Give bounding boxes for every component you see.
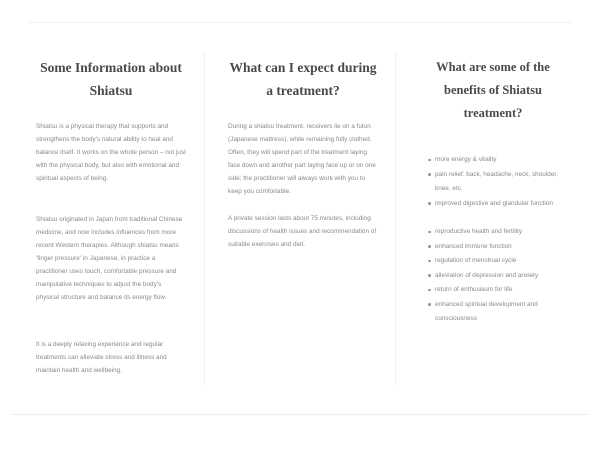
expect-paragraph-1: During a shiatsu treatment, receivers lie on a futon (Japanese mattress), while remaining fully clothed. Often, they will spend part of the treatment laying face down and another part laying face up or on one side; the practitioner will always work with you to keep you comfortable. [228,123,376,195]
benefits-list-2 [418,225,568,327]
info-heading: Some Information about Shiatsu [40,60,182,98]
benefits-list-1 [418,153,568,211]
list-item: enhanced immune function [428,240,568,255]
list-item: return of enthusiasm for life [428,283,568,298]
list-item: improved digestive and glandular function [428,197,568,212]
list-item: enhanced spiritual development and consciousness [428,298,568,327]
info-column [36,56,186,377]
expect-paragraph-2: A private session lasts about 75 minutes, including discussions of health issues and recommendation of suitable exercises and diet. [228,215,377,248]
column-divider-2 [395,52,396,386]
bottom-divider [12,414,588,415]
info-paragraph-3: It is a deeply relaxing experience and regular treatments can alleviate stress and illness and maintain health and wellbeing. [36,341,167,374]
list-item: alleviation of depression and anxiety [428,269,568,284]
list-item: pain relief: back, headache, neck, shoulder, knee, etc. [428,168,568,197]
expect-column [228,56,378,251]
info-paragraph-1: Shiatsu is a physical therapy that supports and strengthens the body's natural ability to heal and balance itself. It works on the whole person – not just with the physical body, but also with emotional and spiritual aspects of being. [36,123,186,182]
benefits-column [418,56,568,327]
list-item: regulation of menstrual cycle [428,254,568,269]
top-divider [28,22,572,23]
benefits-heading: What are some of the benefits of Shiatsu treatment? [436,60,550,120]
list-item: reproductive health and fertility [428,225,568,240]
info-paragraph-2: Shiatsu originated in Japan from traditional Chinese medicine, and now includes influences from more recent Western therapies. Although shiatsu means 'finger pressure' in Japanese, in practice a practitioner uses touch, comfortable pressure and manipulative techniques to adjust the body's physical structure and balance its energy flow. [36,216,183,301]
column-divider-1 [204,52,205,386]
list-item: more energy & vitality [428,153,568,168]
expect-heading: What can I expect during a treatment? [229,60,377,98]
